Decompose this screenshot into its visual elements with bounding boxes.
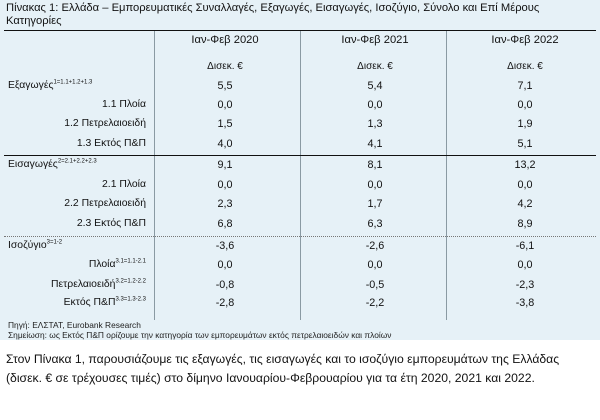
table-cell: 1,7 [367, 198, 383, 210]
row-label-text: 1.2 Πετρελαιοειδή [64, 118, 146, 129]
table-cell: 5,1 [517, 138, 533, 150]
row-label-text: Πλοία [88, 259, 116, 270]
footnote: Σημείωση: ως Εκτός Π&Π ορίζουμε την κατηγορία των εμπορευμάτων εκτός πετρελαιοειδών και πλοίων [8, 330, 392, 340]
row-label [6, 117, 146, 131]
row-label-superscript: 3.3=1.3-2.3 [115, 296, 146, 303]
row-label-superscript: 3.1=1.1-2.1 [115, 258, 146, 265]
column-divider [300, 30, 301, 320]
table-cell: 2,3 [217, 198, 233, 210]
table-cell: 1,3 [367, 118, 383, 130]
row-label [6, 98, 146, 112]
table-cell: 0,0 [517, 99, 533, 111]
table-cell: 0,0 [367, 259, 383, 271]
table-cell: 0,0 [517, 179, 533, 191]
table-cell: 5,4 [367, 80, 383, 92]
row-label [6, 197, 146, 211]
row-label [6, 296, 146, 310]
row-label-text: Πετρελαιοειδή [51, 279, 116, 290]
row-label [6, 278, 146, 292]
table-cell: 13,2 [514, 159, 536, 171]
unit-label-2022: Δισεκ. € [507, 61, 543, 72]
row-label [8, 239, 62, 253]
table-cell: 0,0 [367, 99, 383, 111]
row-label [6, 178, 146, 192]
table-cell: 4,1 [367, 138, 383, 150]
table-cell: 1,9 [517, 118, 533, 130]
row-label-text: Εισαγωγές [8, 159, 58, 170]
table-cell: -0,5 [365, 279, 385, 291]
table-cell: -0,8 [215, 279, 235, 291]
row-label-text: 2.2 Πετρελαιοειδή [64, 198, 146, 209]
row-label [8, 79, 92, 93]
column-header-2022: Ιαν-Φεβ 2022 [491, 34, 559, 46]
table-cell: 7,1 [517, 80, 533, 92]
section-rule [4, 155, 596, 156]
row-label [6, 217, 146, 231]
table-cell: 4,2 [517, 198, 533, 210]
table-cell: -3,6 [215, 240, 235, 252]
table-cell: 0,0 [367, 179, 383, 191]
row-label-superscript: 1=1.1+1.2+1.3 [53, 79, 93, 86]
unit-label-2020: Δισεκ. € [207, 61, 243, 72]
row-label-superscript: 2=2.1+2.2+2.3 [57, 158, 97, 165]
table-cell: 5,5 [217, 80, 233, 92]
row-label-superscript: 3.2=1.2-2.2 [115, 278, 146, 285]
table-cell: 8,1 [367, 159, 383, 171]
row-label-text: Εξαγωγές [8, 80, 54, 91]
row-label [8, 158, 97, 172]
column-divider [446, 30, 447, 320]
body-paragraph: Στον Πίνακα 1, παρουσιάζουμε τις εξαγωγές, τις εισαγωγές και το ισοζύγιο εμπορευμάτων της Ελλάδας (δισεκ. € σε τρέχουσες τιμές) στο δίμηνο Ιανουαρίου-Φεβρουαρίου για τα έτη 2020, 2021 και 2022. [6, 352, 560, 385]
row-label [6, 258, 146, 272]
table-cell: -6,1 [515, 240, 535, 252]
table-cell: 4,0 [217, 138, 233, 150]
table-title: Πίνακας 1: Ελλάδα – Εμπορευματικές Συναλλαγές, Εξαγωγές, Εισαγωγές, Ισοζύγιο, Σύνολο και Επί Μέρους Κατηγορίες [6, 2, 540, 27]
row-label-text: 2.3 Εκτός Π&Π [76, 218, 146, 229]
row-label-text: Ισοζύγιο [8, 240, 47, 251]
unit-label-2021: Δισεκ. € [357, 61, 393, 72]
header-rule [4, 30, 596, 31]
table-cell: -3,8 [515, 297, 535, 309]
section-rule [4, 236, 596, 237]
source-note: Πηγή: ΕΛΣΤΑΤ, Eurobank Research [8, 320, 141, 330]
table-cell: 0,0 [217, 179, 233, 191]
row-label-text: 1.1 Πλοία [102, 99, 146, 110]
table-cell: 1,5 [217, 118, 233, 130]
table-cell: 0,0 [217, 99, 233, 111]
column-header-2020: Ιαν-Φεβ 2020 [191, 34, 259, 46]
table-cell: 0,0 [217, 259, 233, 271]
table-cell: -2,8 [215, 297, 235, 309]
table-cell: 6,3 [367, 218, 383, 230]
table-cell: 6,8 [217, 218, 233, 230]
row-label-text: 2.1 Πλοία [102, 179, 146, 190]
table-cell: 8,9 [517, 218, 533, 230]
row-label [6, 137, 146, 151]
table-cell: 9,1 [217, 159, 233, 171]
table-cell: -2,3 [515, 279, 535, 291]
table-cell: -2,6 [365, 240, 385, 252]
column-header-2021: Ιαν-Φεβ 2021 [341, 34, 409, 46]
table-cell: -2,2 [365, 297, 385, 309]
row-label-superscript: 3=1-2 [46, 239, 63, 246]
table-cell: 0,0 [517, 259, 533, 271]
column-divider [154, 30, 155, 320]
row-label-text: Εκτός Π&Π [63, 297, 116, 308]
row-label-text: 1.3 Εκτός Π&Π [76, 138, 146, 149]
